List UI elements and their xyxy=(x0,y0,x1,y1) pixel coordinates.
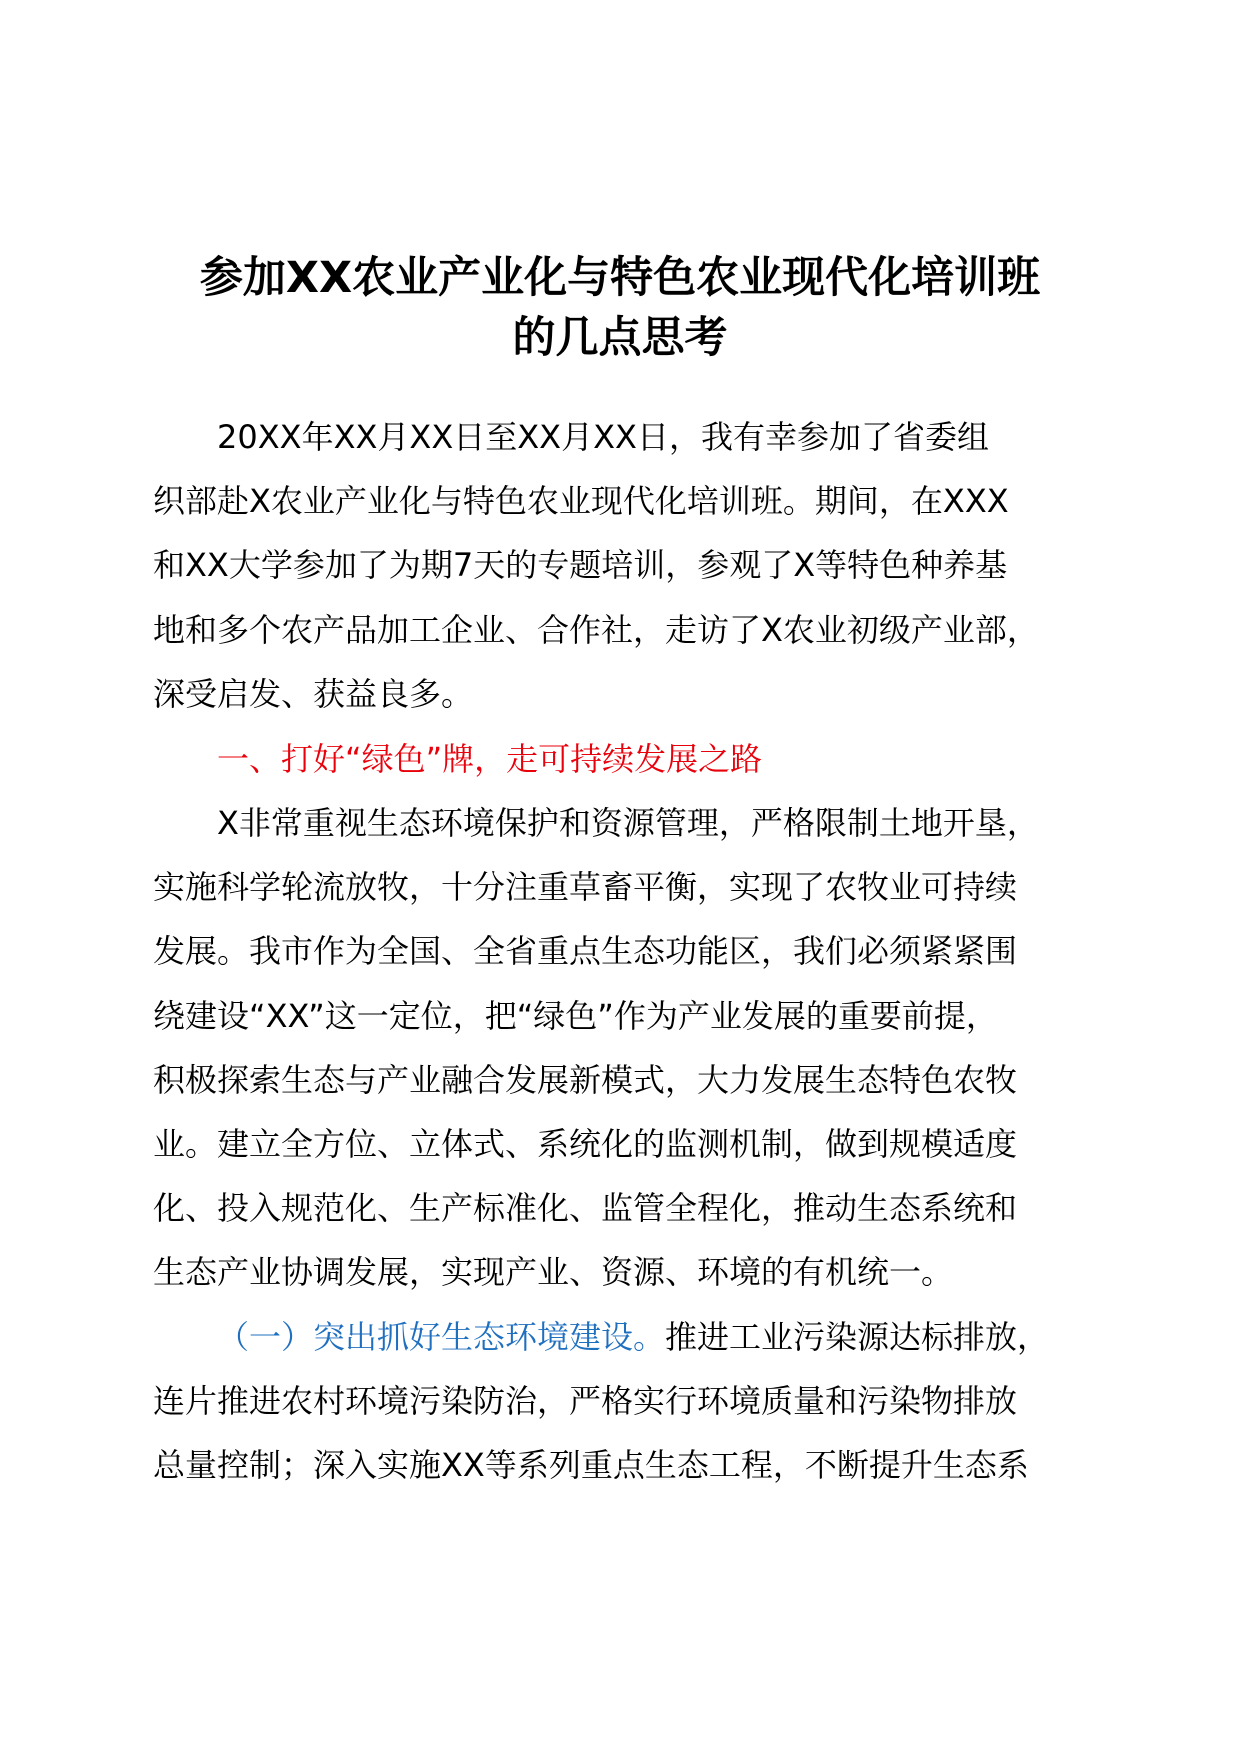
subsection-1-first-line-text: 推进工业污染源达标排放， xyxy=(665,1318,1050,1356)
intro-line: 地和多个农产品加工企业、合作社，走访了X农业初级产业部， xyxy=(153,610,1039,649)
intro-line: 深受启发、获益良多。 xyxy=(153,674,474,713)
subsection-1-paragraph xyxy=(153,1305,1093,1498)
intro-line: 织部赴X农业产业化与特色农业现代化培训班。期间，在XXX xyxy=(153,482,1009,521)
section-1-line: 实施科学轮流放牧，十分注重草畜平衡，实现了农牧业可持续 xyxy=(153,868,1018,907)
subsection-1-line: 连片推进农村环境污染防治，严格实行环境质量和污染物排放 xyxy=(153,1382,1018,1421)
subsection-1-heading: （一）突出抓好生态环境建设。 xyxy=(217,1318,666,1356)
section-1-paragraph xyxy=(153,791,1093,1305)
section-1-line: 积极探索生态与产业融合发展新模式，大力发展生态特色农牧 xyxy=(153,1060,1018,1099)
intro-line: 和XX大学参加了为期7天的专题培训，参观了X等特色种养基 xyxy=(153,546,1008,585)
section-1-heading: 一、打好“绿色”牌，走可持续发展之路 xyxy=(217,740,763,778)
section-1-line: 生态产业协调发展，实现产业、资源、环境的有机统一。 xyxy=(153,1253,954,1292)
intro-line: 20XX年XX月XX日至XX月XX日，我有幸参加了省委组 xyxy=(217,418,989,456)
subsection-1-line: 总量控制；深入实施XX等系列重点生态工程，不断提升生态系 xyxy=(153,1446,1029,1485)
document-title-line-1: 参加XX农业产业化与特色农业现代化培训班 xyxy=(199,253,1041,303)
document-title-line-2: 的几点思考 xyxy=(512,313,728,363)
section-1-line: 绕建设“XX”这一定位，把“绿色”作为产业发展的重要前提， xyxy=(153,996,998,1035)
section-1-line: 业。建立全方位、立体式、系统化的监测机制，做到规模适度 xyxy=(153,1125,1018,1164)
intro-paragraph xyxy=(153,405,1093,726)
section-1-line: 化、投入规范化、生产标准化、监管全程化，推动生态系统和 xyxy=(153,1189,1018,1228)
section-1-line: 发展。我市作为全国、全省重点生态功能区，我们必须紧紧围 xyxy=(153,932,1018,971)
section-1-line: X非常重视生态环境保护和资源管理，严格限制土地开垦， xyxy=(217,804,1039,842)
subsection-1-first-line xyxy=(153,1305,1093,1369)
